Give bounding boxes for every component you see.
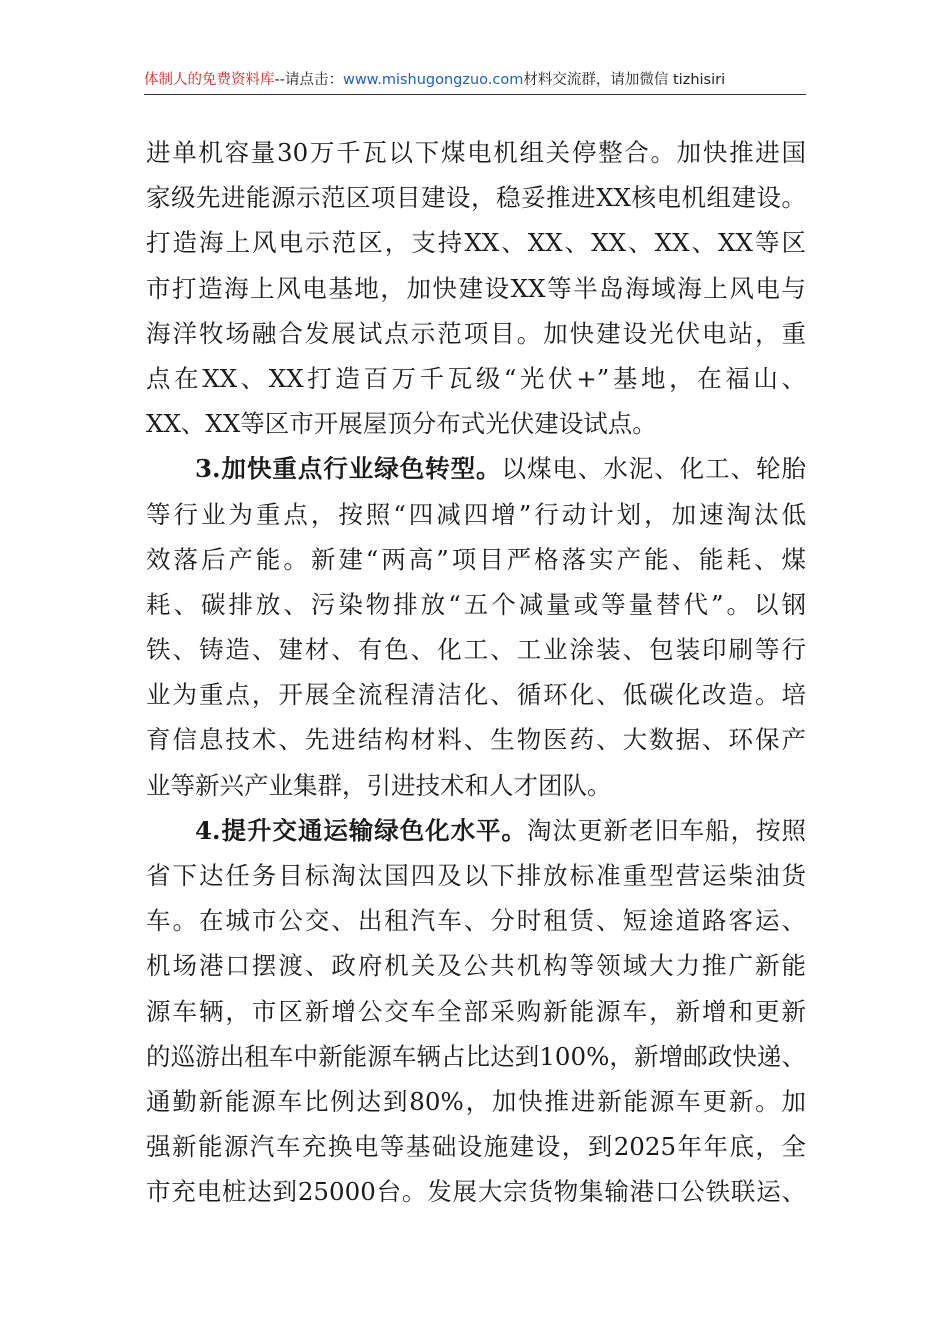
text-line: 铁、铸造、建材、有色、化工、工业涂装、包装印刷等行 bbox=[146, 635, 806, 665]
header-prompt: --请点击： bbox=[274, 72, 343, 88]
section-heading-3: 3.加快重点行业绿色转型。 bbox=[195, 454, 502, 484]
header-tail: 材料交流群，请加微信 tizhisiri bbox=[523, 72, 726, 88]
page-header bbox=[144, 66, 806, 95]
text-line: 效落后产能。新建“两高”项目严格落实产能、能耗、煤 bbox=[146, 544, 806, 574]
text-line: 车。在城市公交、出租汽车、分时租赁、短途道路客运、 bbox=[146, 906, 806, 936]
text-run: 以煤电、水泥、化工、轮胎 bbox=[501, 454, 806, 484]
text-line: 家级先进能源示范区项目建设，稳妥推进XX核电机组建设。 bbox=[146, 183, 806, 213]
text-line: 等行业为重点，按照“四减四增”行动计划，加速淘汰低 bbox=[146, 499, 806, 529]
text-line: 省下达任务目标淘汰国四及以下排放标准重型营运柴油货 bbox=[146, 861, 806, 890]
text-line: 业等新兴产业集群，引进技术和人才团队。 bbox=[146, 770, 612, 800]
text-line: 耗、碳排放、污染物排放“五个减量或等量替代”。以钢 bbox=[146, 589, 806, 619]
document-body bbox=[146, 130, 806, 1215]
header-url-link[interactable]: www.mishugongzuo.com bbox=[342, 72, 524, 88]
text-run: 淘汰更新老旧车船，按照 bbox=[526, 815, 806, 845]
paragraph-transport bbox=[146, 808, 806, 1215]
text-line bbox=[146, 446, 806, 491]
text-line: 强新能源汽车充换电等基础设施建设，到2025年年底，全 bbox=[146, 1132, 806, 1162]
text-line: 的巡游出租车中新能源车辆占比达到100%，新增邮政快递、 bbox=[146, 1041, 806, 1071]
text-line: 育信息技术、先进结构材料、生物医药、大数据、环保产 bbox=[146, 725, 806, 755]
text-line: 打造海上风电示范区，支持XX、XX、XX、XX、XX等区 bbox=[146, 228, 806, 258]
section-heading-4: 4.提升交通运输绿色化水平。 bbox=[195, 815, 527, 845]
text-line: 点在XX、XX打造百万千瓦级“光伏+”基地，在福山、 bbox=[146, 363, 806, 393]
text-line: 机场港口摆渡、政府机关及公共机构等领域大力推广新能 bbox=[146, 951, 806, 981]
paragraph-industry bbox=[146, 446, 806, 808]
text-line: 通勤新能源车比例达到80%，加快推进新能源车更新。加 bbox=[146, 1086, 806, 1116]
text-line: 源车辆，市区新增公交车全部采购新能源车，新增和更新 bbox=[146, 996, 806, 1026]
text-line: XX、XX等区市开展屋顶分布式光伏建设试点。 bbox=[146, 409, 657, 439]
header-brand: 体制人的免费资料库 bbox=[144, 72, 275, 88]
text-line: 市充电桩达到25000台。发展大宗货物集输港口公铁联运、 bbox=[146, 1177, 806, 1207]
text-line bbox=[146, 808, 806, 853]
paragraph-energy bbox=[146, 130, 806, 446]
text-line: 海洋牧场融合发展试点示范项目。加快建设光伏电站，重 bbox=[146, 318, 806, 348]
text-line: 市打造海上风电基地，加快建设XX等半岛海域海上风电与 bbox=[146, 273, 806, 303]
text-line: 进单机容量30万千瓦以下煤电机组关停整合。加快推进国 bbox=[146, 138, 806, 167]
text-line: 业为重点，开展全流程清洁化、循环化、低碳化改造。培 bbox=[146, 680, 806, 710]
